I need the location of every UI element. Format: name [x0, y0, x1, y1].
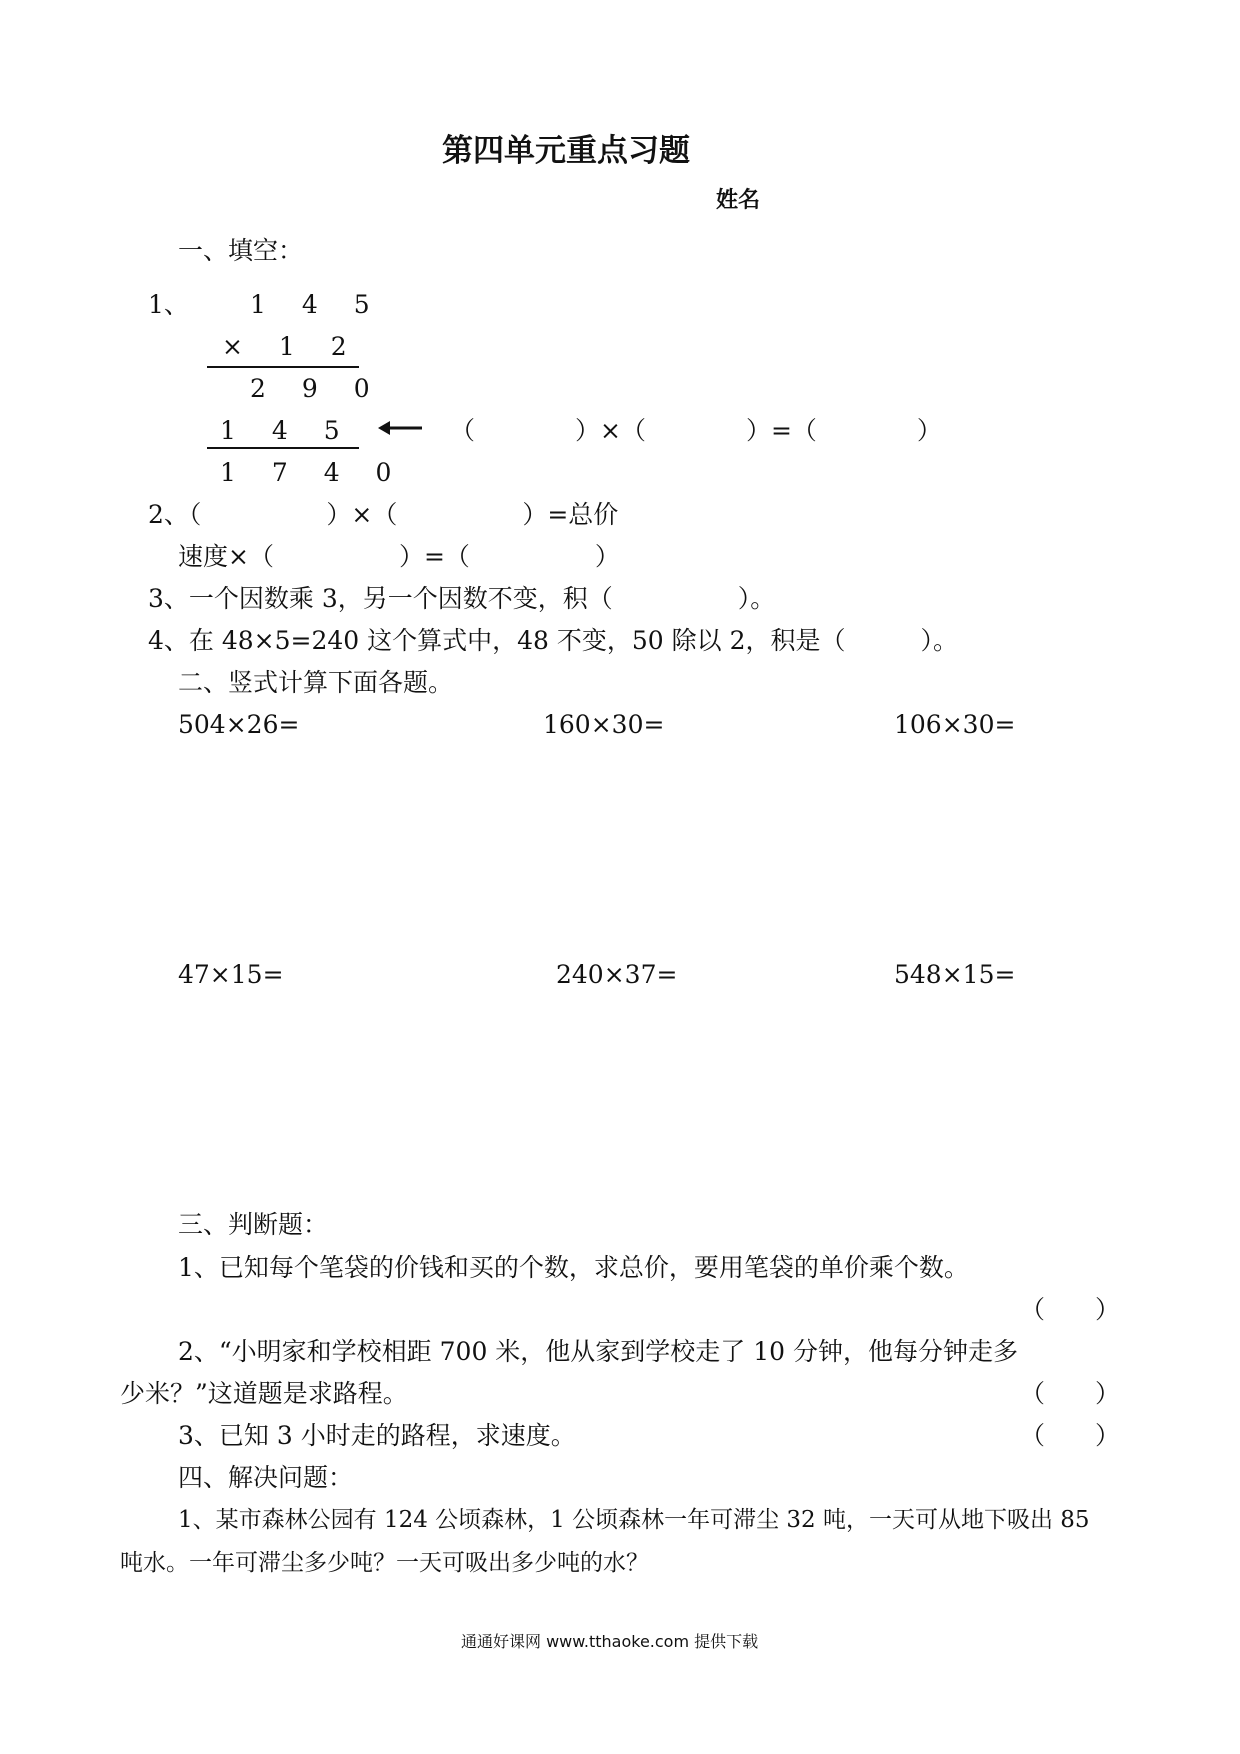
q4-text: 4、在 48×5=240 这个算式中，48 不变，50 除以 2，积是（ ）。 — [148, 626, 958, 655]
multiplicand: 1 4 5 — [250, 290, 384, 319]
calc-problem: 47×15= — [178, 960, 284, 989]
q3-text: 3、一个因数乘 3，另一个因数不变，积（ ）。 — [148, 584, 776, 613]
solve-q1-line-2: 吨水。一年可滞尘多少吨？一天可吸出多少吨的水？ — [120, 1550, 649, 1576]
calc-problem: 106×30= — [894, 710, 1016, 739]
judge-q2-answer-paren: （ ） — [1020, 1379, 1121, 1408]
page-title: 第四单元重点习题 — [442, 133, 690, 169]
calc-problem: 548×15= — [894, 960, 1016, 989]
calc-problem: 240×37= — [556, 960, 678, 989]
q2-line-2: 速度×（ ）=（ ） — [178, 542, 620, 571]
product-result: 1 7 4 0 — [220, 458, 406, 487]
multiplication-line-2 — [207, 447, 359, 449]
section1-heading: 一、填空： — [178, 236, 304, 265]
section2-heading: 二、竖式计算下面各题。 — [178, 668, 454, 697]
partial-product-2: 1 4 5 — [220, 416, 354, 445]
q2-line-1: 2、（ ）×（ ）=总价 — [148, 500, 619, 529]
multiplier: × 1 2 — [222, 332, 361, 361]
judge-q3: 3、已知 3 小时走的路程，求速度。 — [178, 1421, 576, 1450]
q1-blank-equation: （ ）×（ ）=（ ） — [450, 416, 942, 445]
section4-heading: 四、解决问题： — [178, 1463, 354, 1492]
footer-text: 通通好课网 www.tthaoke.com 提供下载 — [461, 1632, 759, 1651]
calc-problem: 504×26= — [178, 710, 300, 739]
judge-q1-answer-paren: （ ） — [1020, 1295, 1121, 1324]
judge-q2-line-2: 少米？”这道题是求路程。 — [120, 1379, 408, 1408]
multiplication-line-1 — [207, 366, 359, 368]
judge-q1: 1、已知每个笔袋的价钱和买的个数，求总价，要用笔袋的单价乘个数。 — [178, 1253, 969, 1282]
judge-q2-line-1: 2、“小明家和学校相距 700 米，他从家到学校走了 10 分钟，他每分钟走多 — [178, 1337, 1019, 1366]
arrow-left-icon — [378, 418, 424, 438]
partial-product-1: 2 9 0 — [250, 374, 384, 403]
name-label: 姓名 — [716, 188, 761, 213]
judge-q3-answer-paren: （ ） — [1020, 1421, 1121, 1450]
section3-heading: 三、判断题： — [178, 1210, 329, 1239]
solve-q1-line-1: 1、某市森林公园有 124 公顷森林，1 公顷森林一年可滞尘 32 吨，一天可从地下吸出 85 — [178, 1507, 1090, 1533]
calc-problem: 160×30= — [543, 710, 665, 739]
q1-number: 1、 — [148, 290, 189, 319]
